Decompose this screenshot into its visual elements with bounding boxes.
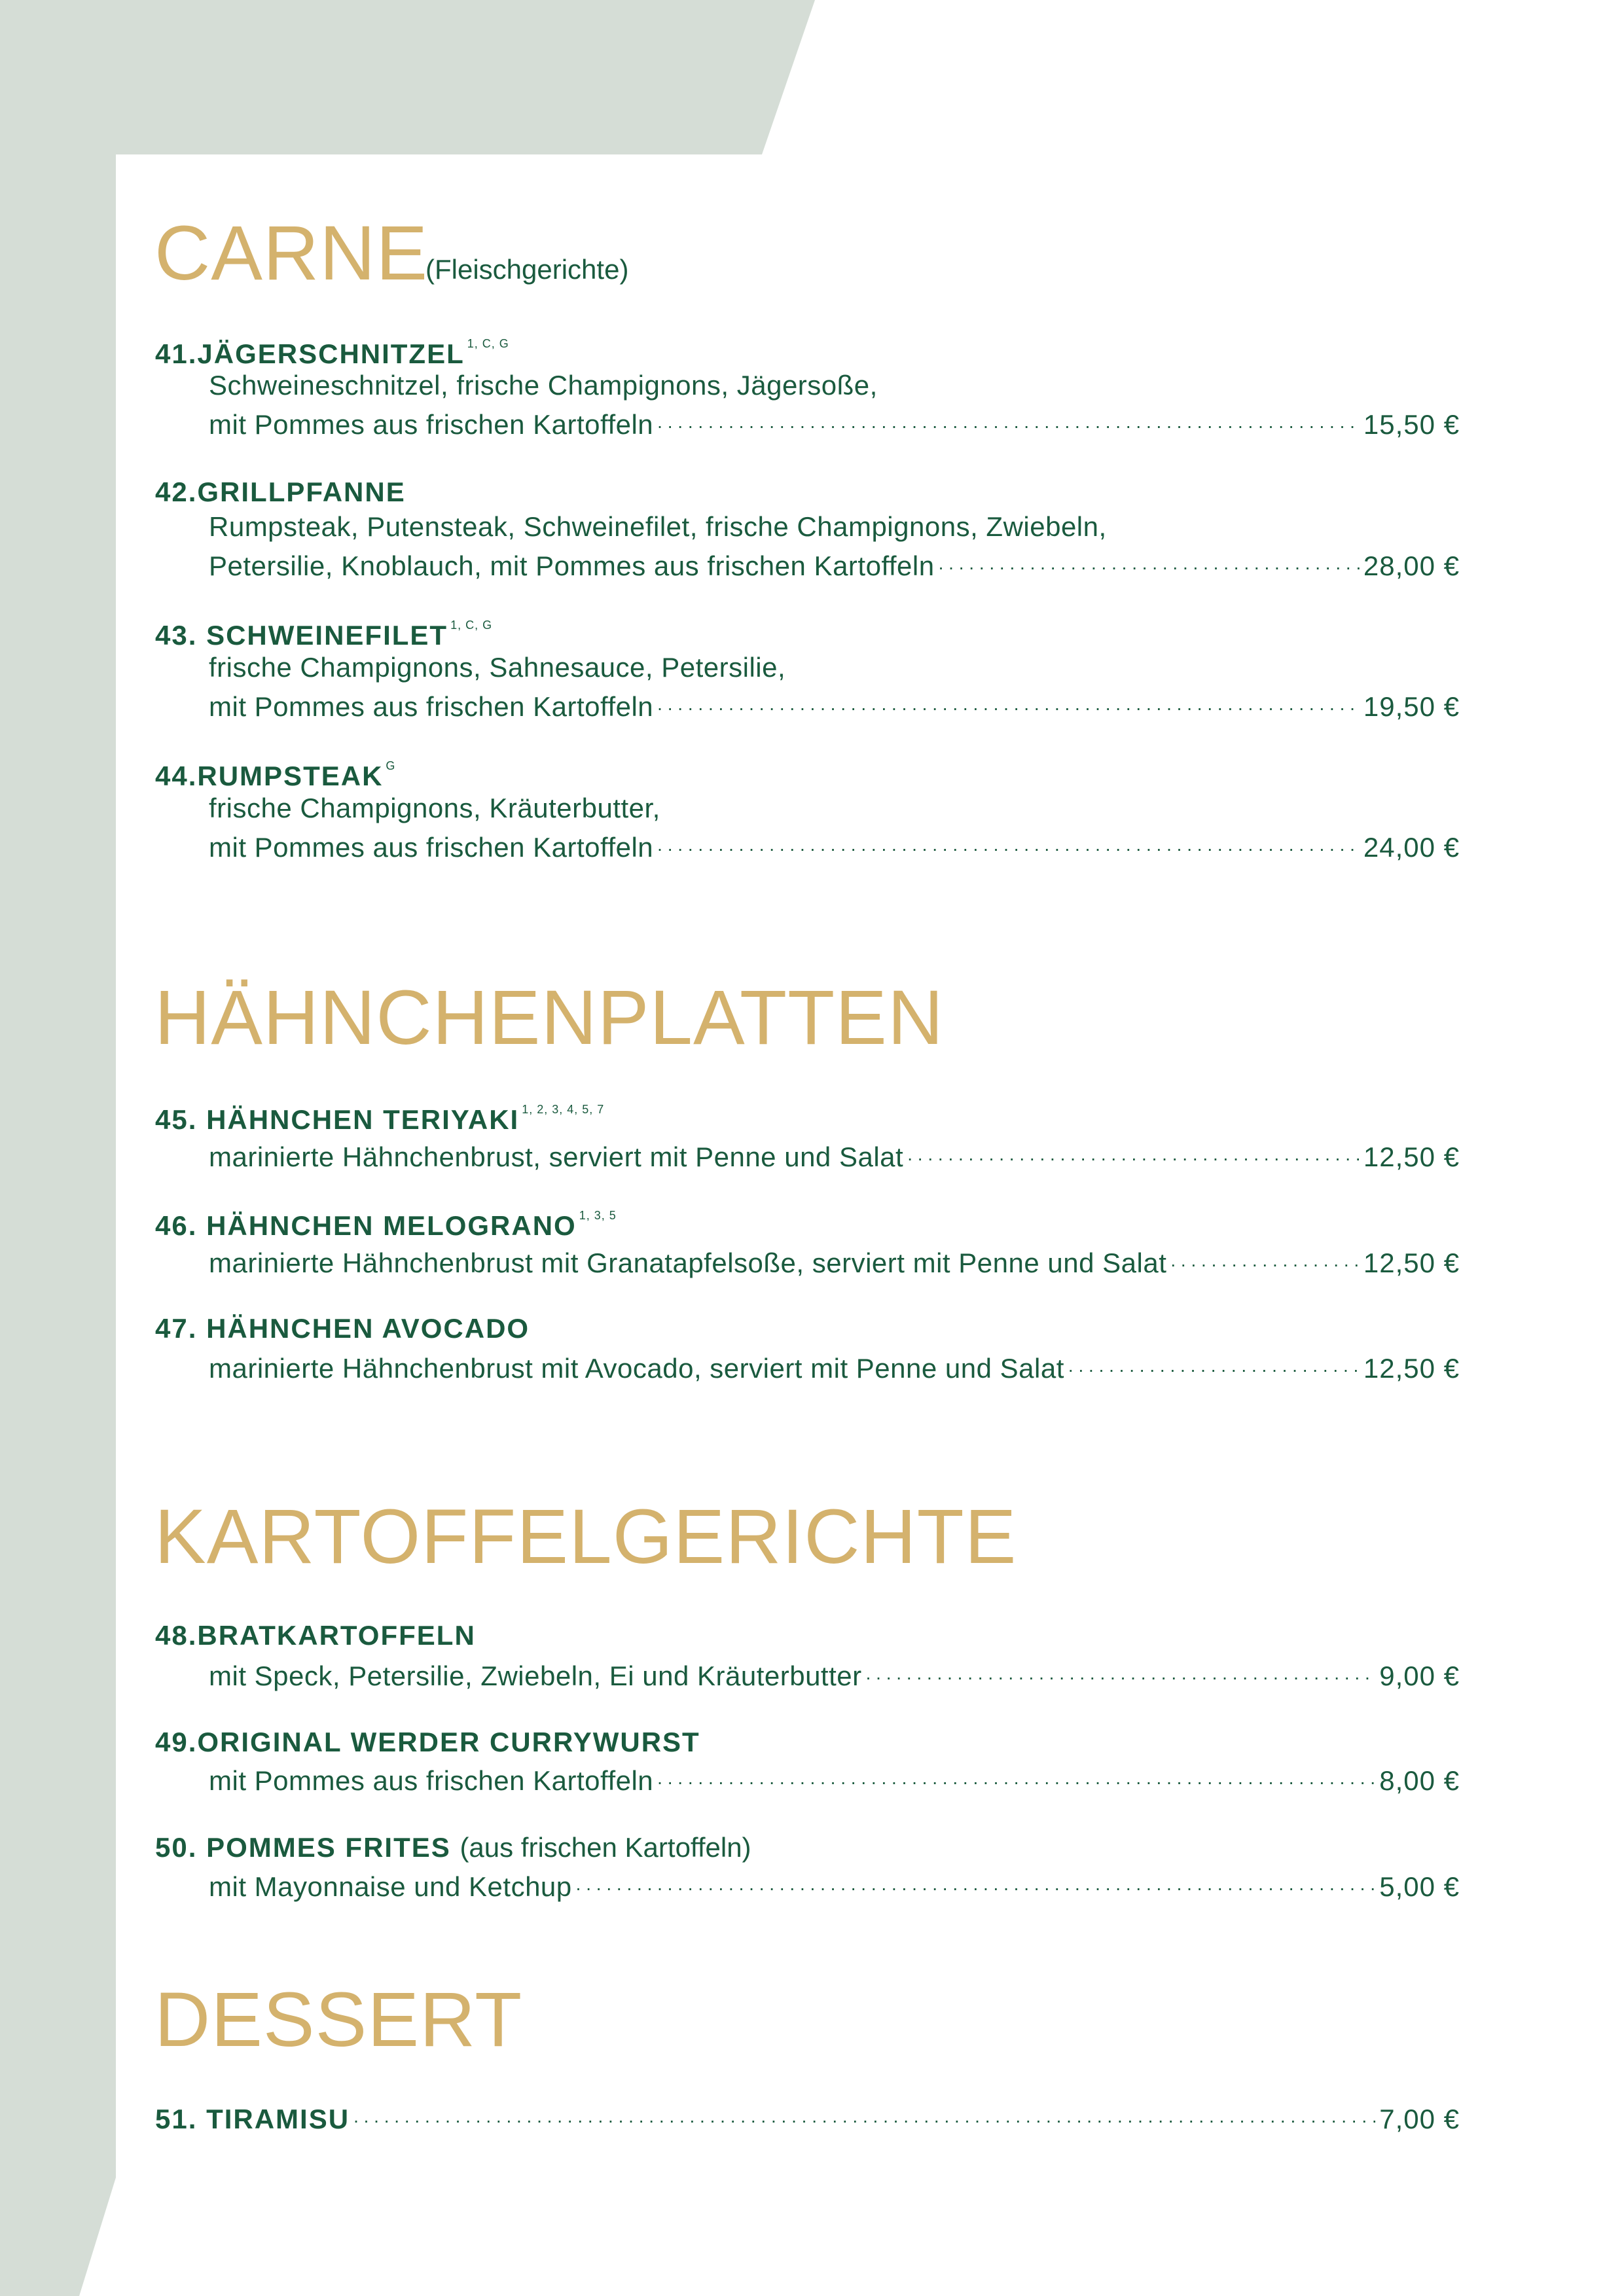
item-number: 49. xyxy=(155,1727,198,1757)
dot-leader xyxy=(1170,1245,1360,1272)
item-name: HÄHNCHEN MELOGRANO xyxy=(206,1210,577,1241)
allergen-codes: G xyxy=(386,759,396,772)
menu-item-title xyxy=(155,1834,751,1861)
dot-leader xyxy=(907,1139,1360,1166)
menu-item-title xyxy=(155,1315,530,1342)
item-number: 47. xyxy=(155,1313,198,1344)
menu-item-title xyxy=(155,760,395,790)
item-price-line xyxy=(209,689,1460,721)
item-price: 12,50 € xyxy=(1363,1141,1460,1172)
item-description-line: marinierte Hähnchenbrust mit Granatapfelsoße, serviert mit Penne und Salat xyxy=(209,1247,1167,1278)
item-description-line: mit Pommes aus frischen Kartoffeln xyxy=(209,832,654,863)
item-price-line xyxy=(209,1869,1460,1901)
item-name: HÄHNCHEN AVOCADO xyxy=(206,1313,530,1344)
item-price: 12,50 € xyxy=(1363,1247,1460,1278)
item-description-line: Rumpsteak, Putensteak, Schweinefilet, frische Champignons, Zwiebeln, xyxy=(209,511,1107,542)
item-description-line: mit Pommes aus frischen Kartoffeln xyxy=(209,1765,654,1796)
menu-item-title xyxy=(155,619,492,649)
dot-leader xyxy=(657,689,1360,716)
item-description-line: frische Champignons, Sahnesauce, Petersilie, xyxy=(209,652,786,683)
item-name: BRATKARTOFFELN xyxy=(197,1620,476,1651)
dot-leader xyxy=(939,548,1360,575)
item-price-line xyxy=(209,829,1460,861)
section-title-haehnchenplatten: HÄHNCHENPLATTEN xyxy=(154,975,945,1061)
item-description-line: Schweineschnitzel, frische Champignons, Jägersoße, xyxy=(209,370,878,401)
item-price: 5,00 € xyxy=(1379,1871,1460,1902)
item-number: 43. xyxy=(155,620,198,651)
item-price-line xyxy=(209,548,1460,580)
menu-item-title xyxy=(155,2106,350,2133)
item-description-line: marinierte Hähnchenbrust, serviert mit Penne und Salat xyxy=(209,1141,904,1172)
item-price-line xyxy=(209,406,1460,439)
allergen-codes: 1, 2, 3, 4, 5, 7 xyxy=(522,1103,605,1116)
item-description-line: mit Mayonnaise und Ketchup xyxy=(209,1871,572,1902)
section-title-carne: CARNE xyxy=(154,210,429,296)
allergen-codes: 1, C, G xyxy=(467,337,509,350)
menu-item-title xyxy=(155,1210,617,1240)
section-title-dessert: DESSERT xyxy=(154,1977,523,2063)
item-price: 28,00 € xyxy=(1363,550,1460,581)
item-price-line xyxy=(155,2106,1460,2133)
item-number: 45. xyxy=(155,1104,198,1135)
section-subtitle-carne: (Fleischgerichte) xyxy=(425,254,629,285)
menu-item-title xyxy=(155,1622,476,1649)
item-price-line xyxy=(209,1763,1460,1795)
item-description-line: mit Pommes aus frischen Kartoffeln xyxy=(209,691,654,722)
item-price-line xyxy=(209,1139,1460,1171)
allergen-codes: 1, C, G xyxy=(450,619,493,632)
item-number: 46. xyxy=(155,1210,198,1241)
allergen-codes: 1, 3, 5 xyxy=(579,1209,617,1222)
item-description-line: frische Champignons, Kräuterbutter, xyxy=(209,793,660,823)
item-name: RUMPSTEAK xyxy=(197,761,384,791)
item-name: ORIGINAL WERDER CURRYWURST xyxy=(197,1727,700,1757)
menu-item-title xyxy=(155,478,406,506)
dot-leader xyxy=(657,1763,1375,1790)
item-name: GRILLPFANNE xyxy=(197,476,406,507)
item-name: HÄHNCHEN TERIYAKI xyxy=(206,1104,520,1135)
dot-leader xyxy=(657,406,1360,434)
section-title-kartoffelgerichte: KARTOFFELGERICHTE xyxy=(154,1494,1017,1580)
menu-item-title xyxy=(155,1729,700,1756)
item-price: 12,50 € xyxy=(1363,1353,1460,1384)
item-price-line xyxy=(209,1350,1460,1382)
item-name: TIRAMISU xyxy=(206,2104,350,2134)
item-number: 48. xyxy=(155,1620,198,1651)
item-number: 51. xyxy=(155,2104,198,2134)
item-description-line: Petersilie, Knoblauch, mit Pommes aus frischen Kartoffeln xyxy=(209,550,935,581)
item-price: 9,00 € xyxy=(1379,1660,1460,1691)
item-name: JÄGERSCHNITZEL xyxy=(197,338,465,369)
item-number: 42. xyxy=(155,476,198,507)
item-name: POMMES FRITES xyxy=(206,1832,451,1863)
menu-item-title xyxy=(155,1103,604,1134)
item-description-line: mit Speck, Petersilie, Zwiebeln, Ei und Kräuterbutter xyxy=(209,1660,862,1691)
item-price: 7,00 € xyxy=(1379,2104,1460,2134)
item-price-line xyxy=(209,1245,1460,1277)
dot-leader xyxy=(1068,1350,1360,1378)
menu-item-title xyxy=(155,338,509,368)
item-description-line: marinierte Hähnchenbrust mit Avocado, serviert mit Penne und Salat xyxy=(209,1353,1064,1384)
item-price: 19,50 € xyxy=(1363,691,1460,722)
item-price-line xyxy=(209,1658,1460,1690)
item-price: 15,50 € xyxy=(1363,409,1460,440)
item-number: 41. xyxy=(155,338,198,369)
dot-leader xyxy=(576,1869,1376,1896)
item-description-line: mit Pommes aus frischen Kartoffeln xyxy=(209,409,654,440)
item-note: (aus frischen Kartoffeln) xyxy=(460,1832,751,1863)
item-number: 50. xyxy=(155,1832,198,1863)
item-price: 8,00 € xyxy=(1379,1765,1460,1796)
item-name: SCHWEINEFILET xyxy=(206,620,448,651)
dot-leader xyxy=(657,829,1360,857)
item-number: 44. xyxy=(155,761,198,791)
dot-leader xyxy=(866,1658,1376,1685)
dot-leader xyxy=(353,2118,1375,2128)
item-price: 24,00 € xyxy=(1363,832,1460,863)
